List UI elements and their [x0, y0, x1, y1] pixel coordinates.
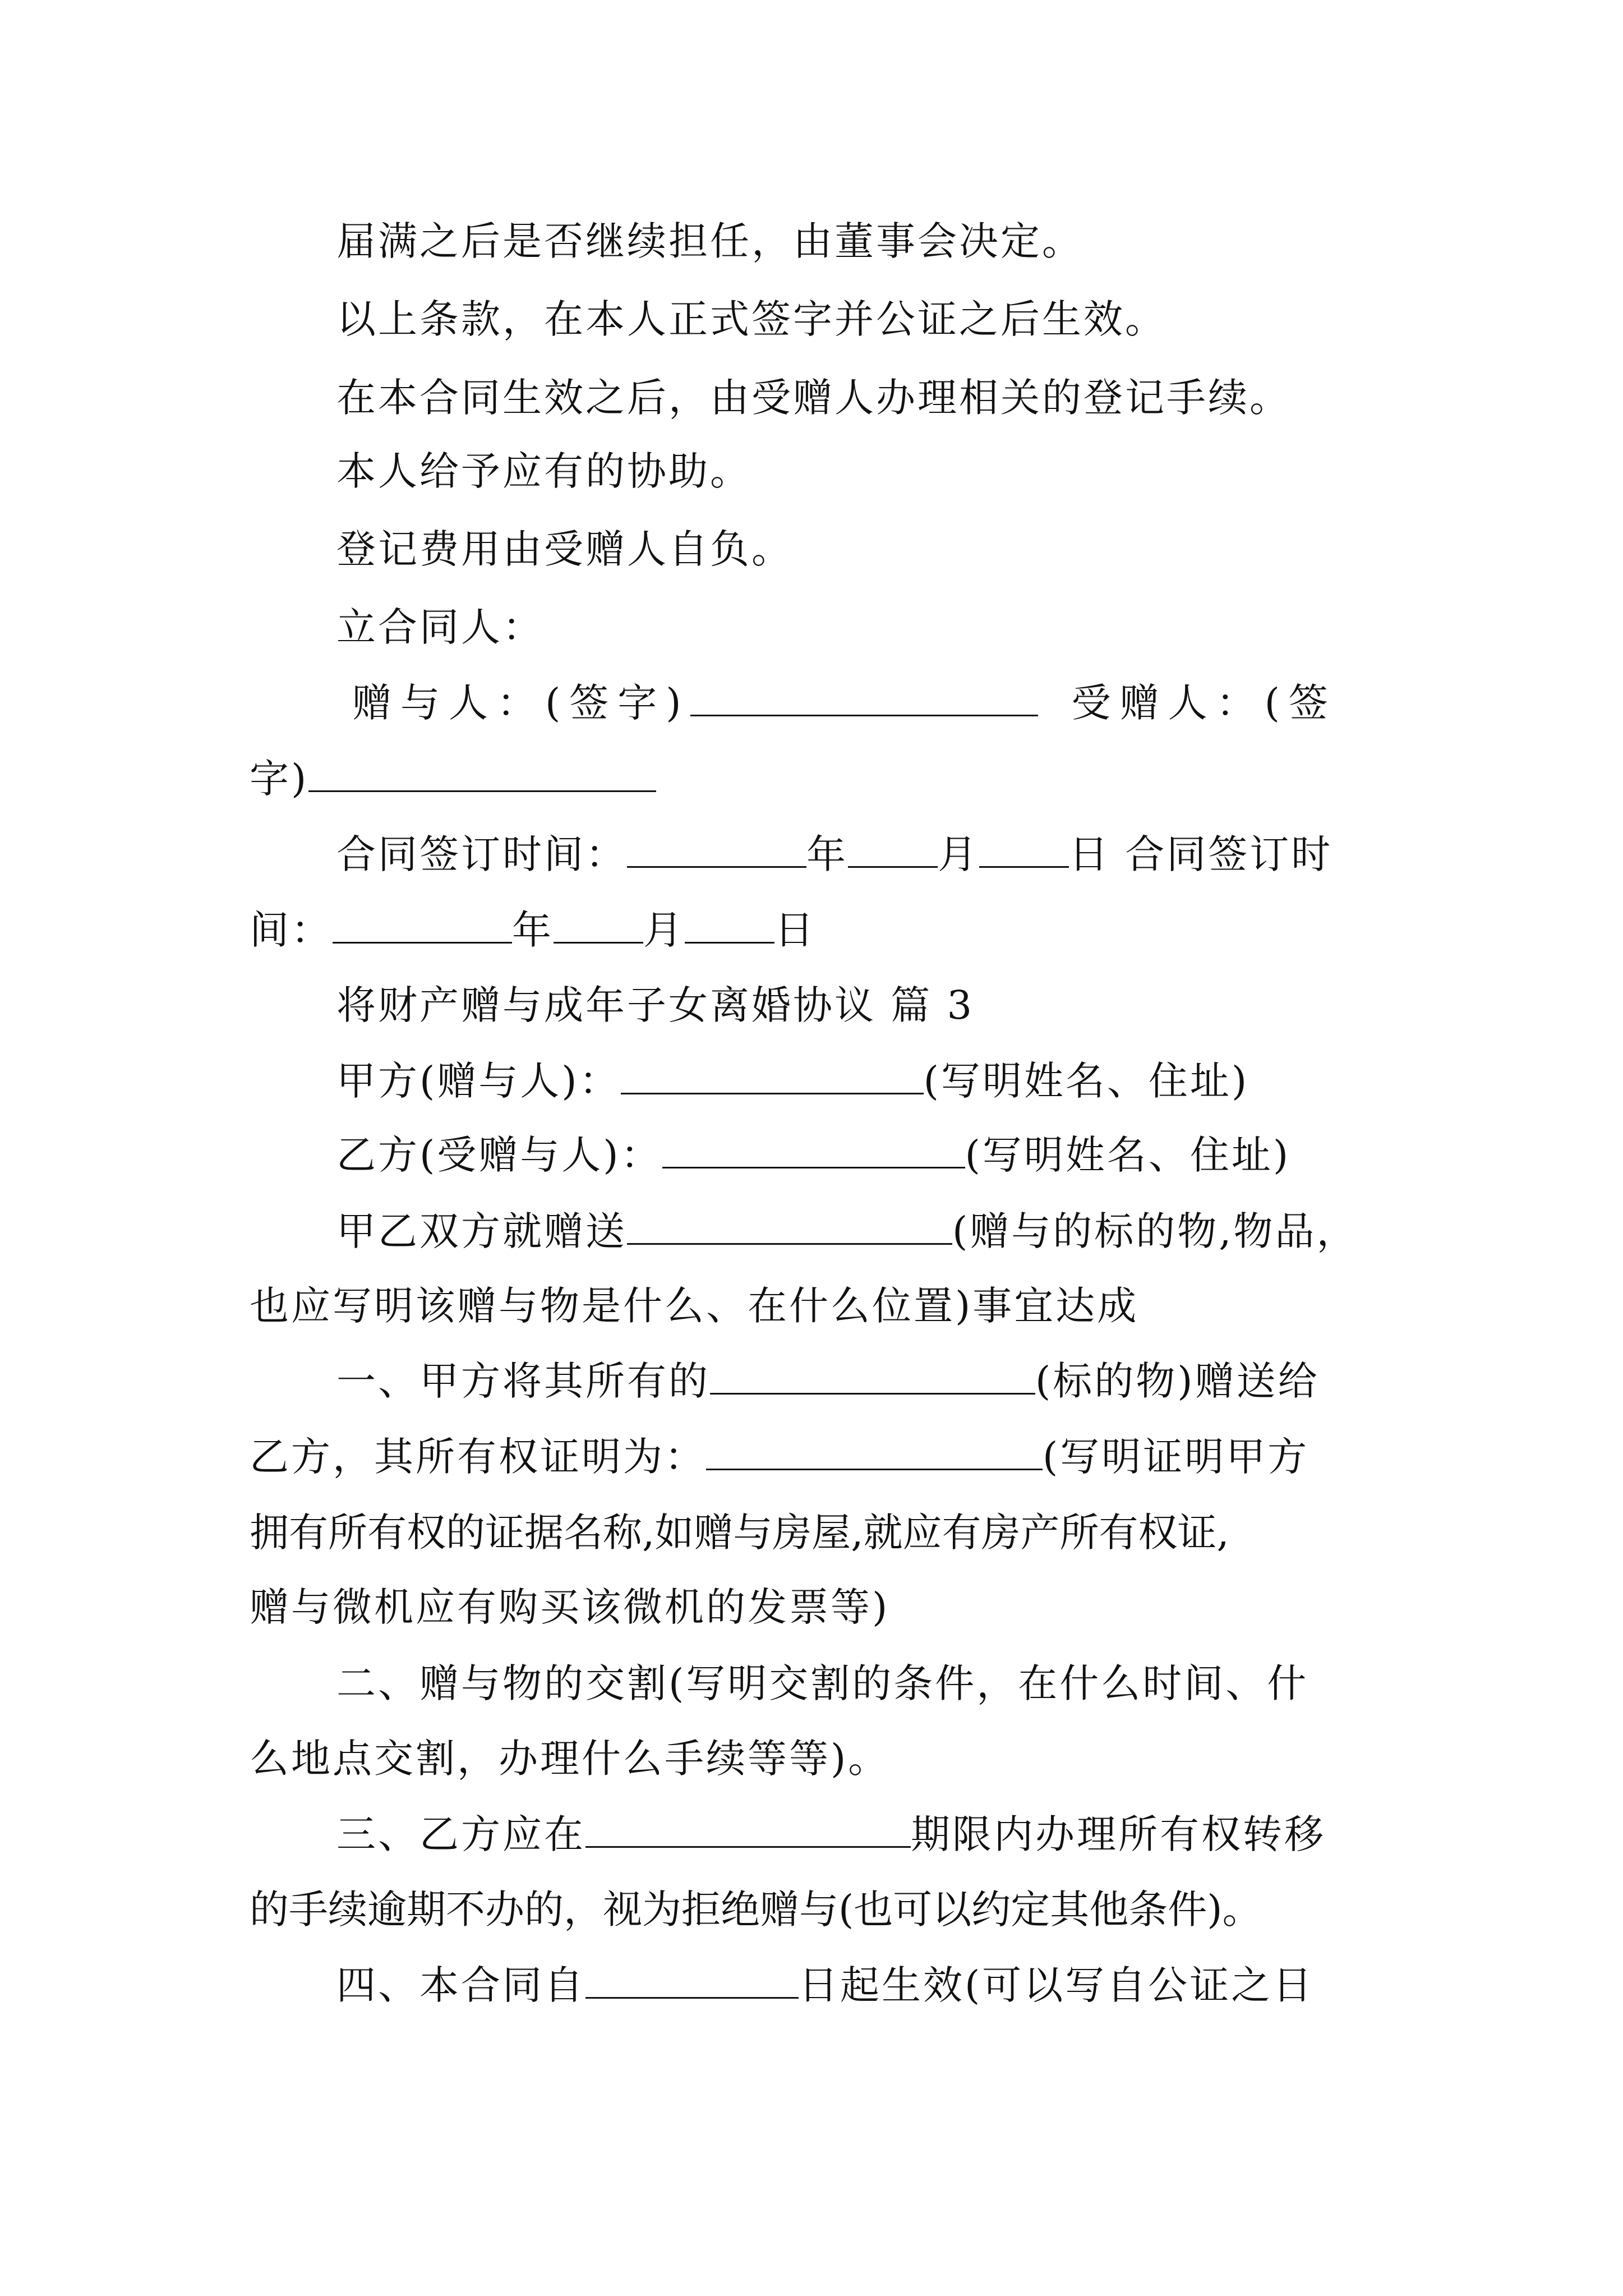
- clause-one-line-3: 拥有所有权的证据名称,如赠与房屋,就应有房产所有权证,: [250, 1510, 1229, 1556]
- ownership-proof-blank: [706, 1432, 1043, 1470]
- day-blank: [979, 829, 1069, 868]
- gift-agreement-line-1: 甲乙双方就赠送 (赠与的标的物,物品，: [336, 1206, 1358, 1257]
- gift-item-blank: [627, 1206, 952, 1245]
- signing-date-line-1: 合同签订时间： 年 月 日 合同签订时: [336, 829, 1332, 880]
- section-heading: 将财产赠与成年子女离婚协议 篇 3: [336, 982, 975, 1028]
- signing-date-line-2: 间： 年 月 日: [250, 905, 816, 955]
- party-a-blank: [621, 1056, 924, 1094]
- clause-two-line-1: 二、赠与物的交割(写明交割的条件，在什么时间、什: [336, 1660, 1309, 1706]
- paragraph-registration: 在本合同生效之后，由受赠人办理相关的登记手续。: [336, 375, 1291, 421]
- year-blank: [627, 829, 806, 868]
- clause-one-line-1: 一、甲方将其所有的 (标的物)赠送给: [336, 1356, 1320, 1406]
- deadline-blank: [585, 1809, 911, 1848]
- property-blank: [710, 1356, 1035, 1395]
- clause-one-line-4: 赠与微机应有购买该微机的发票等): [250, 1584, 890, 1630]
- effective-date-blank: [585, 1960, 799, 1999]
- clause-one-line-2: 乙方，其所有权证明为： (写明证明甲方: [250, 1432, 1309, 1482]
- contract-parties-label: 立合同人：: [336, 604, 544, 650]
- party-b-blank: [662, 1130, 965, 1168]
- day-blank: [685, 905, 774, 944]
- signature-line-2: 字): [250, 753, 656, 804]
- clause-three-line-1: 三、乙方应在 期限内办理所有权转移: [336, 1809, 1326, 1860]
- party-b-line: 乙方(受赠与人)： (写明姓名、住址): [336, 1130, 1290, 1180]
- year-blank: [333, 905, 512, 944]
- party-a-line: 甲方(赠与人)： (写明姓名、住址): [336, 1056, 1249, 1106]
- paragraph-effective-clause: 以上条款，在本人正式签字并公证之后生效。: [336, 296, 1166, 342]
- signature-line-1: 赠与人：(签字) 受赠人：(签: [352, 678, 1337, 728]
- clause-two-line-2: 么地点交割，办理什么手续等等)。: [250, 1736, 890, 1782]
- month-blank: [554, 905, 643, 944]
- paragraph-fees: 登记费用由受赠人自负。: [336, 526, 793, 572]
- clause-three-line-2: 的手续逾期不办的，视为拒绝赠与(也可以约定其他条件)。: [250, 1887, 1262, 1932]
- clause-four-line-1: 四、本合同自 日起生效(可以写自公证之日: [336, 1960, 1314, 2010]
- paragraph-term-end: 届满之后是否继续担任，由董事会决定。: [336, 218, 1083, 264]
- recipient-signature-blank: [308, 753, 656, 792]
- gift-agreement-line-2: 也应写明该赠与物是什么、在什么位置)事宜达成: [250, 1283, 1139, 1329]
- month-blank: [848, 829, 938, 868]
- donor-signature-blank: [690, 678, 1038, 716]
- paragraph-assistance: 本人给予应有的协助。: [336, 448, 751, 494]
